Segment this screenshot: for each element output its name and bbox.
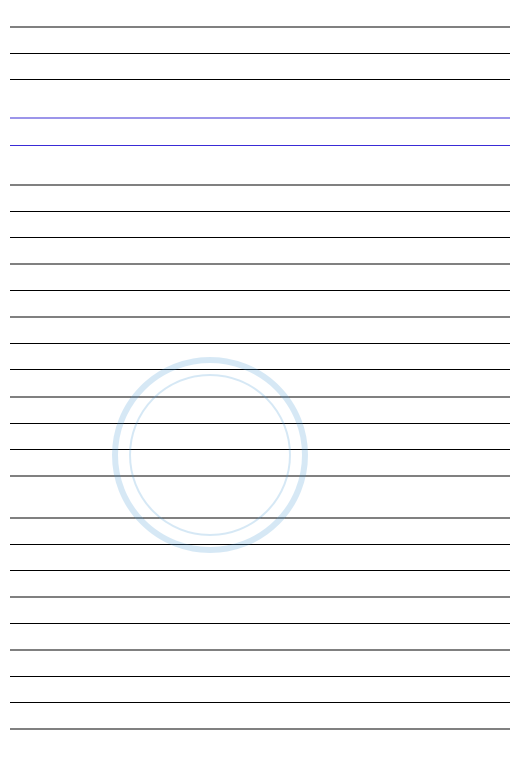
copyright-footer	[0, 744, 510, 772]
paragraph-3	[10, 160, 510, 370]
paragraph-1	[10, 2, 510, 92]
paragraph-2-highlight	[10, 92, 510, 148]
paragraph-5	[10, 493, 510, 737]
paragraph-4	[10, 372, 510, 494]
